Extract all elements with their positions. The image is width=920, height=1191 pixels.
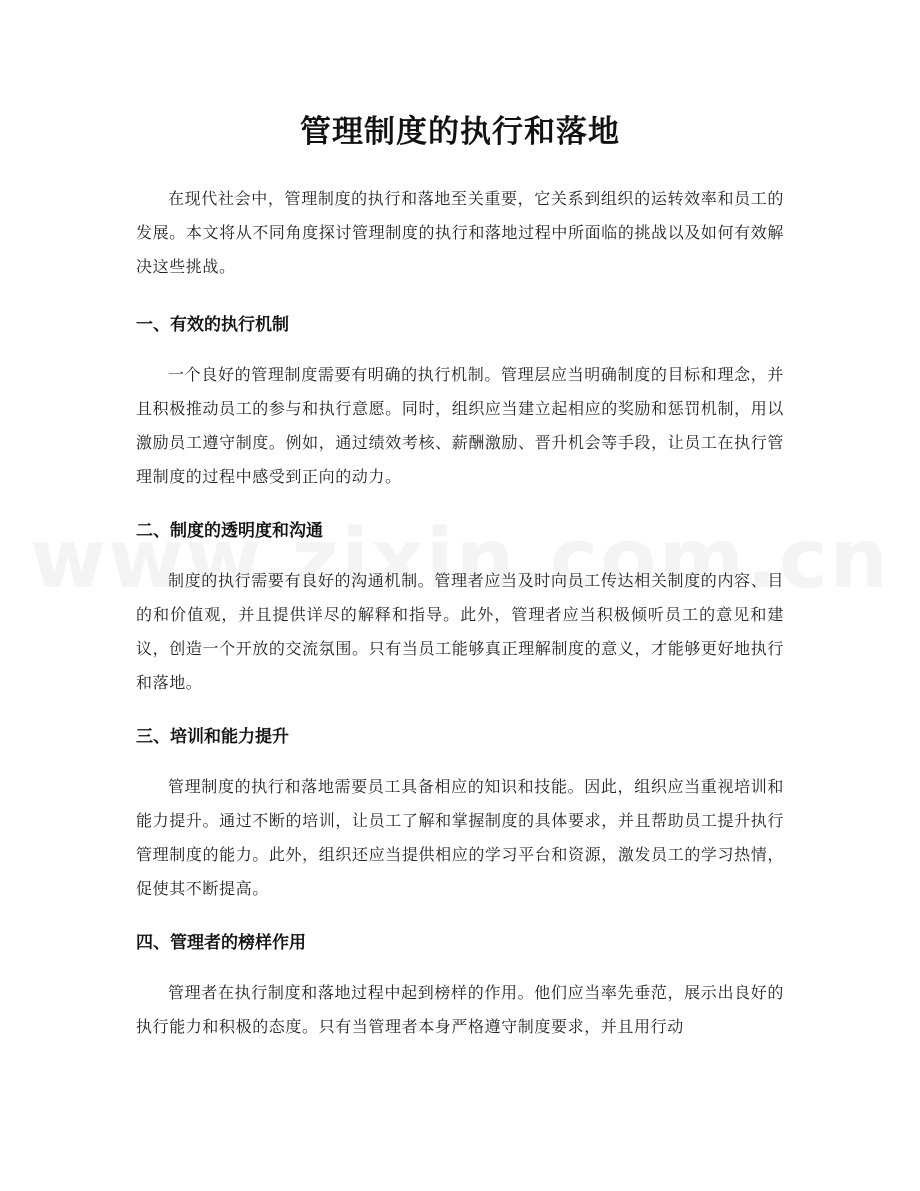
document-body (136, 182, 784, 1068)
section-paragraph: 管理制度的执行和落地需要员工具备相应的知识和技能。因此，组织应当重视培训和能力提升。通过不断的培训，让员工了解和掌握制度的具体要求，并且帮助员工提升执行管理制度的能力。此外，组织还应当提供相应的学习平台和资源，激发员工的学习热情，促使其不断提高。 (136, 777, 784, 898)
page-title: 管理制度的执行和落地 (300, 114, 620, 150)
section-paragraph: 一个良好的管理制度需要有明确的执行机制。管理层应当明确制度的目标和理念，并且积极推动员工的参与和执行意愿。同时，组织应当建立起相应的奖励和惩罚机制，用以激励员工遵守制度。例如，通过绩效考核、薪酬激励、晋升机会等手段，让员工在执行管理制度的过程中感受到正向的动力。 (136, 365, 784, 486)
section-execution-mechanism (136, 312, 784, 494)
section-paragraph: 管理者在执行制度和落地过程中起到榜样的作用。他们应当率先垂范，展示出良好的执行能力和积极的态度。只有当管理者本身严格遵守制度要求，并且用行动 (136, 983, 784, 1036)
section-transparency-communication (136, 518, 784, 700)
section-training (136, 724, 784, 906)
section-heading: 四、管理者的榜样作用 (136, 933, 306, 953)
section-role-model (136, 930, 784, 1044)
intro-paragraph: 在现代社会中，管理制度的执行和落地至关重要，它关系到组织的运转效率和员工的发展。本文将从不同角度探讨管理制度的执行和落地过程中所面临的挑战以及如何有效解决这些挑战。 (136, 189, 784, 276)
section-heading: 一、有效的执行机制 (136, 315, 289, 335)
section-paragraph: 制度的执行需要有良好的沟通机制。管理者应当及时向员工传达相关制度的内容、目的和价值观，并且提供详尽的解释和指导。此外，管理者应当积极倾听员工的意见和建议，创造一个开放的交流氛围。只有当员工能够真正理解制度的意义，才能够更好地执行和落地。 (136, 571, 784, 692)
section-heading: 二、制度的透明度和沟通 (136, 521, 323, 541)
section-heading: 三、培训和能力提升 (136, 727, 289, 747)
